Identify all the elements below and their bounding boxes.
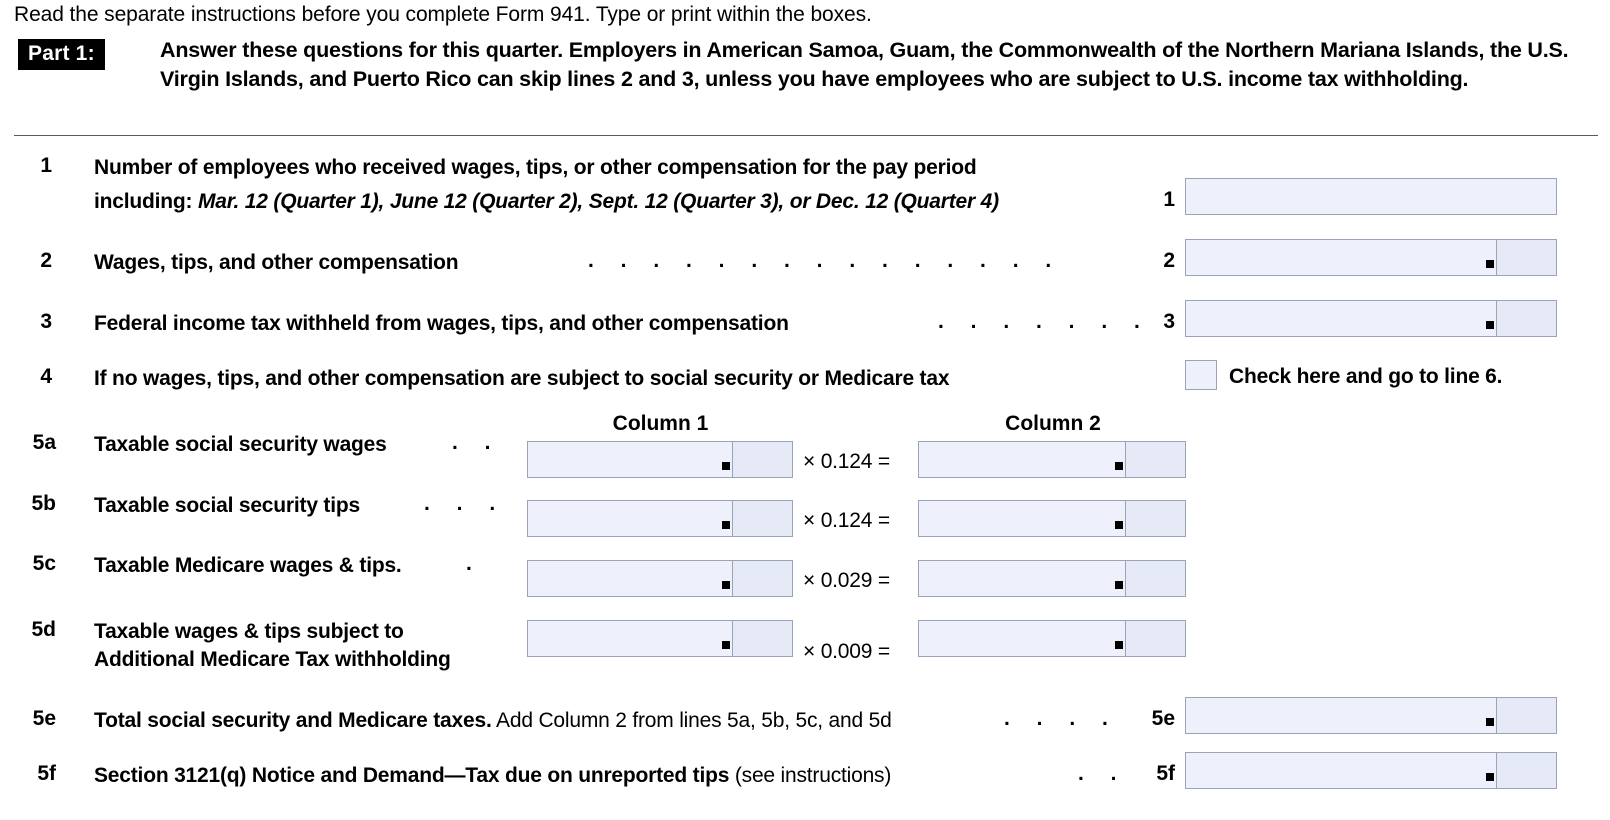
line-5e-decimal-marker — [1486, 718, 1494, 726]
line-5a-column2-decimal-marker — [1115, 462, 1123, 470]
part1-tag: Part 1: — [18, 39, 105, 70]
line-2-cents-field[interactable] — [1496, 240, 1556, 275]
line-5e-number: 5e — [32, 707, 56, 730]
line-5a-column2-cents-field[interactable] — [1125, 442, 1185, 477]
line-5c-column2-cents-field[interactable] — [1125, 561, 1185, 596]
line-5f-cents-field[interactable] — [1496, 753, 1556, 788]
line-2-leader-dots: . . . . . . . . . . . . . . . — [588, 249, 1062, 272]
line-5a-multiplier: × 0.124 = — [803, 450, 890, 473]
line-5e-input[interactable] — [1185, 697, 1557, 734]
line-3-cents-field[interactable] — [1496, 301, 1556, 336]
line-5f-leader-dots: . . — [1078, 762, 1128, 785]
line-3-input[interactable] — [1185, 300, 1557, 337]
line-5e-label — [94, 707, 892, 735]
line-2-decimal-marker — [1486, 260, 1494, 268]
line-5e-label-bold: Total social security and Medicare taxes. — [94, 709, 492, 732]
line-5e-box-number: 5e — [1151, 707, 1175, 730]
line-5a-number: 5a — [32, 431, 56, 454]
line-5d-label-row1: Taxable wages & tips subject to — [94, 620, 404, 643]
line-5c-column1-decimal-marker — [722, 581, 730, 589]
line-5a-column1-decimal-marker — [722, 462, 730, 470]
line-4-checkbox-label: Check here and go to line 6. — [1229, 365, 1503, 388]
line-4-checkbox[interactable] — [1185, 360, 1217, 390]
line-5a-label: Taxable social security wages — [94, 433, 387, 456]
line-5d-multiplier: × 0.009 = — [803, 640, 890, 663]
line-5f-label-light: (see instructions) — [729, 764, 892, 787]
line-5f-number: 5f — [37, 762, 56, 785]
line-1-label-prefix: including: — [94, 190, 198, 213]
line-5b-number: 5b — [31, 492, 56, 515]
line-5d-column1-decimal-marker — [722, 641, 730, 649]
line-5b-column1-cents-field[interactable] — [732, 501, 792, 536]
line-5d-column2-cents-field[interactable] — [1125, 621, 1185, 656]
line-5a-leader-dots: . . — [452, 431, 502, 454]
line-5d-column2-input[interactable] — [918, 620, 1186, 657]
line-3-label: Federal income tax withheld from wages, tips, and other compensation — [94, 312, 789, 335]
line-5e-label-light: Add Column 2 from lines 5a, 5b, 5c, and 5d — [491, 709, 892, 732]
line-5d-column1-input[interactable] — [527, 620, 793, 657]
top-instruction-text: Read the separate instructions before you complete Form 941. Type or print within the boxes. — [14, 3, 872, 26]
line-2-box-number: 2 — [1163, 249, 1175, 272]
line-5b-column2-cents-field[interactable] — [1125, 501, 1185, 536]
line-5d-column2-decimal-marker — [1115, 641, 1123, 649]
line-5f-label-bold: Section 3121(q) Notice and Demand—Tax due on unreported tips — [94, 764, 730, 787]
line-5b-column2-input[interactable] — [918, 500, 1186, 537]
line-1-label-dates: Mar. 12 (Quarter 1), June 12 (Quarter 2), Sept. 12 (Quarter 3), or Dec. 12 (Quarter 4) — [197, 190, 999, 213]
line-4-number: 4 — [40, 365, 52, 388]
line-5c-column1-input[interactable] — [527, 560, 793, 597]
line-5d-number: 5d — [31, 618, 56, 641]
column-1-header: Column 1 — [612, 412, 709, 435]
line-5d-label-row2: Additional Medicare Tax withholding — [94, 648, 451, 671]
column-2-header: Column 2 — [1005, 412, 1101, 435]
line-5f-label — [94, 762, 891, 790]
line-5d-column1-cents-field[interactable] — [732, 621, 792, 656]
line-5a-column1-input[interactable] — [527, 441, 793, 478]
line-5b-column1-input[interactable] — [527, 500, 793, 537]
line-5a-column1-cents-field[interactable] — [732, 442, 792, 477]
line-5b-column2-decimal-marker — [1115, 521, 1123, 529]
line-5c-column2-decimal-marker — [1115, 581, 1123, 589]
line-2-number: 2 — [40, 249, 52, 272]
line-1-number: 1 — [40, 154, 52, 177]
line-5c-column2-input[interactable] — [918, 560, 1186, 597]
line-5f-input[interactable] — [1185, 752, 1557, 789]
line-5c-multiplier: × 0.029 = — [803, 569, 890, 592]
line-5b-leader-dots: . . . — [424, 492, 506, 515]
line-5a-column2-input[interactable] — [918, 441, 1186, 478]
line-5b-column1-decimal-marker — [722, 521, 730, 529]
line-5c-label: Taxable Medicare wages & tips. — [94, 554, 402, 577]
line-5e-leader-dots: . . . . — [1004, 707, 1119, 730]
line-1-box-number: 1 — [1163, 188, 1175, 211]
header-divider — [14, 135, 1598, 136]
line-3-number: 3 — [40, 310, 52, 333]
line-5f-box-number: 5f — [1156, 762, 1175, 785]
line-3-decimal-marker — [1486, 321, 1494, 329]
line-5f-decimal-marker — [1486, 773, 1494, 781]
line-5b-label: Taxable social security tips — [94, 494, 360, 517]
part1-instruction-text: Answer these questions for this quarter. Employers in American Samoa, Guam, the Commonwealth of the Northern Mariana Islands, the U.S. Virgin Islands, and Puerto Rico can skip lines 2 and 3, unless you have employees who are subject to U.S. income tax withholding. — [160, 38, 1569, 91]
line-5b-multiplier: × 0.124 = — [803, 509, 890, 532]
line-1-input[interactable] — [1185, 178, 1557, 215]
line-5c-leader-dots: . — [466, 552, 483, 575]
line-1-label-row1: Number of employees who received wages, tips, or other compensation for the pay period — [94, 156, 977, 179]
line-5c-column1-cents-field[interactable] — [732, 561, 792, 596]
line-3-box-number: 3 — [1163, 310, 1175, 333]
line-4-label: If no wages, tips, and other compensation are subject to social security or Medicare tax — [94, 367, 950, 390]
line-2-label: Wages, tips, and other compensation — [94, 251, 459, 274]
line-5c-number: 5c — [32, 552, 56, 575]
line-5e-cents-field[interactable] — [1496, 698, 1556, 733]
line-1-label-row2 — [94, 188, 1154, 216]
line-2-input[interactable] — [1185, 239, 1557, 276]
line-3-leader-dots: . . . . . . . — [938, 310, 1151, 333]
